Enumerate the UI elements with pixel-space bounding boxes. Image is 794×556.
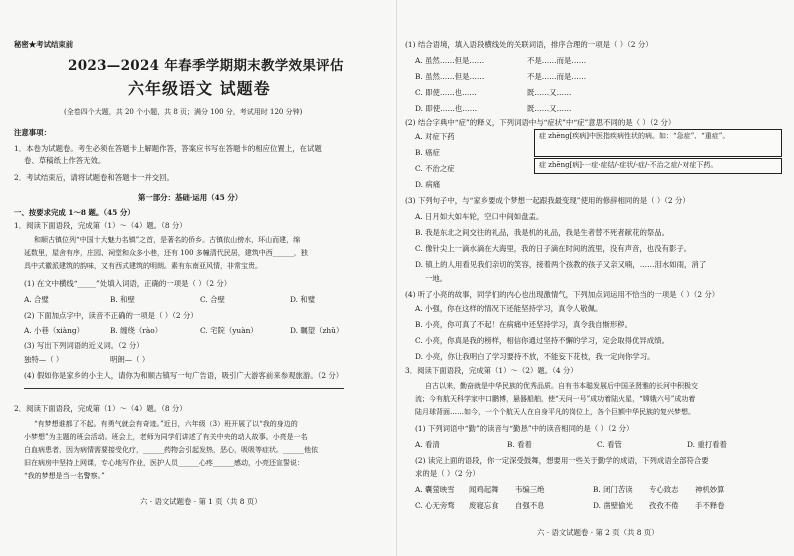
option-d: D. 重打看着 — [687, 440, 727, 449]
passage-1-line: 延数里，屋舍有序，庄园、祠堂和众多小巷，还有 100 多幢清代民居，建筑中西______，独 — [24, 249, 308, 257]
page-2 — [397, 0, 794, 556]
option-d: D. 瞩望（zhǔ） — [290, 326, 344, 335]
option-c-2: 既……又…… — [527, 88, 572, 97]
option-a: A. 小强，你在这样的情况下还能坚持学习，真令人敬佩。 — [415, 304, 603, 313]
option-d: D. 和璧 — [290, 295, 316, 304]
option-d-2: 既……又…… — [527, 104, 572, 113]
option-b: B. 虽然……但是…… — [415, 72, 485, 81]
question-1: 1．阅读下面语段，完成第（1）～（4）题。（8 分） — [14, 221, 187, 230]
option-c: C. 看管 — [597, 440, 622, 449]
option-a-idiom: 韦编三绝 — [515, 485, 545, 494]
question-2-4: (4) 听了小亮的故事，同学们的内心也出现激情气，下列加点词运用不恰当的一项是（ ）（2 分） — [405, 290, 720, 299]
option-b-idiom: 神机妙算 — [695, 485, 725, 494]
option-d: D. 即使……也…… — [415, 104, 478, 113]
option-c: C. 不治之症 — [415, 164, 455, 173]
option-b-2: 不是……而是…… — [527, 72, 587, 81]
page-footer: 六 · 语文试题卷 · 第 2 页（共 8 页） — [537, 528, 659, 537]
option-c: C. 像针尖上一滴水滴在大海里，我的日子滴在时间的流里，没有声音，也没有影子。 — [415, 244, 692, 253]
section-heading: 一、按要求完成 1～8 题。（45 分） — [14, 208, 135, 217]
option-c: C. 合壁 — [200, 295, 225, 304]
passage-3-line: 流；今有航天科学家中口鹏博，悬器船舶，使“天问一号”成功着陆火星，“嫦娥六号”成功着 — [415, 395, 696, 403]
option-b: B. 闭门苦读 — [593, 485, 633, 494]
question-1-2: (2) 下面加点字中，读音不正确的一项是（ ）（2 分） — [24, 311, 198, 320]
question-2-1: (1) 结合语境，填入语段横线处的关联词语，排序合理的一项是（ ）（2 分） — [405, 40, 653, 49]
passage-2-line: 旧在病房中坚持上网课，专心地写作业，医护人员______心疼______感动，小亮还宣誓说： — [24, 459, 304, 467]
notice-1b: 卷、草稿纸上作答无效。 — [24, 156, 106, 165]
dictionary-text: 症 zhèng[疾病]中医指疾病性状的病。如：“急症”、“重症”。 — [539, 132, 730, 140]
option-a-2: 不是……而是…… — [527, 56, 587, 65]
option-d: D. 小亮，你让我明白了学习要持不放，不能妄下花枝，我一定向你学习。 — [415, 352, 655, 361]
option-c: C. 小亮，你真是我的榜样，相信你通过坚持不懈的学习，定会取得优异成绩。 — [415, 336, 669, 345]
option-b: B. 我是东北之间交往的礼品，我是机的礼品，我是生者替不死者献花的祭品。 — [415, 228, 670, 237]
part-heading: 第一部分：基础·运用（45 分） — [138, 193, 243, 202]
option-a: A. 看清 — [415, 440, 440, 449]
passage-1-line: 具中式徽派建筑的韵味，又有西式建筑的明朗。素有东南亚风情，非常宝贵。 — [24, 262, 262, 270]
option-b: B. 看着 — [507, 440, 532, 449]
passage-2-line: “有梦想谁都了不起。有勇气就会有奇迹。”近日，六年级（3）班开展了以“我的身边的 — [34, 420, 298, 428]
exam-subtitle: 六年级语文 试题卷 — [128, 79, 271, 98]
option-b: B. 小亮，你可真了不起！在病痛中还坚持学习，真令我自惭形秽。 — [415, 320, 633, 329]
question-3-1: (1) 下列词语中“勤”的读音与“勤恳”中的读音相同的是（ ）（2 分） — [415, 424, 634, 433]
question-2: 2．阅读下面语段，完成第（1）～（4）题。（8 分） — [14, 404, 187, 413]
question-2-2: (2) 结合字典中“症”的释义，下列词语中与“症状”中“症”意思不同的是（ ）（2 分） — [405, 118, 676, 127]
option-c-idiom: 废寝忘食 — [469, 501, 499, 510]
dictionary-entry-1 — [534, 129, 782, 157]
option-c: C. 心无旁骛 — [415, 501, 455, 510]
question-2-3: (3) 下列句子中，与“家乡要成个梦想一起跟我最变现”使用的修辞相同的是（ ）（2 分） — [405, 196, 690, 205]
question-1-4: (4) 假如你是家乡的小主人，请你为和顺古镇写一句广告语，吸引广大游客前来参观旅游。（2 分） — [24, 371, 344, 380]
passage-1-line: 和顺古镇位列“中国十大魅力名镇”之首，是著名的侨乡。古镇依山傍水，环山而建，绵 — [34, 236, 301, 244]
option-b-idiom: 专心致志 — [649, 485, 679, 494]
dictionary-entry-2 — [534, 158, 782, 174]
passage-3-line: 自古以来，勤奋就是中华民族的优秀品质。自有书本聪发展后中国圣贤雅的长河中积极交 — [425, 382, 698, 390]
option-b: B. 缠绕（rào） — [110, 326, 163, 335]
synonym-2: 明朗—（ ） — [110, 355, 150, 364]
option-d-idiom: 孜孜不倦 — [649, 501, 679, 510]
question-3-2-cont: 求的是（ ）（2 分） — [415, 469, 480, 478]
option-a: A. 囊萤映雪 — [415, 485, 455, 494]
option-a: A. 日月如大如车轮，空口中间如盘盂。 — [415, 212, 544, 221]
option-c: C. 宅院（yuàn） — [200, 326, 258, 335]
option-a: A. 对症下药 — [415, 132, 455, 141]
passage-3-line: 陆月球背面……如今，一个个航天人在自身平凡的岗位上，各个巨额中华民族的复兴梦想。 — [415, 408, 695, 416]
synonym-1: 独特—（ ） — [24, 355, 64, 364]
page-footer: 六 · 语文试题卷 · 第 1 页（共 8 页） — [140, 497, 262, 506]
option-c: C. 即使……也…… — [415, 88, 477, 97]
passage-2-line: 白血病患者，因为病情需要接受化疗，______药物会引起发热，恶心，吸吸等症状。______他依 — [24, 446, 318, 454]
notice-heading: 注意事项： — [14, 128, 51, 137]
option-d: D. 病痛 — [415, 180, 441, 189]
answer-line — [24, 388, 344, 389]
option-a: A. 小巷（xiàng） — [24, 326, 85, 335]
option-a: A. 虽然……但是…… — [415, 56, 485, 65]
passage-2-line: 小梦想”为主题的班会活动。班会上，老师为同学们讲述了有关中央的动人故事。小亮是一名 — [24, 433, 308, 441]
secret-label: 秘密★考试结束前 — [14, 40, 74, 49]
exam-title: 2023—2024 年春季学期期末教学效果评估 — [68, 58, 344, 74]
option-c-idiom: 自强不息 — [515, 501, 545, 510]
notice-1a: 1．本卷为试题卷。考生必须在答题卡上解题作答，答案应书写在答题卡的相应位置上，在试题 — [14, 144, 322, 153]
option-d-cont: 一地。 — [425, 274, 448, 283]
question-1-1: (1) 在文中横线“_____”处填入词语，正确的一项是（ ）（2 分） — [24, 279, 232, 288]
option-d: D. 镇上的人用看见我们亲切的笑容，接着两个孩教的孩子又亲又喃，……泪水如雨，消了 — [415, 260, 707, 269]
question-3-2: (2) 读完上面的语段，你一定深受鼓舞，想要用一些关于勤学的成语，下列成语全部符合要 — [415, 456, 709, 465]
option-d: D. 凿壁偷光 — [593, 501, 633, 510]
option-b: B. 和壁 — [110, 295, 135, 304]
question-3: 3．阅读下面语段，完成第（1）～（2）题。（4 分） — [405, 366, 578, 375]
option-a: A. 合璧 — [24, 295, 49, 304]
notice-2: 2．考试结束后，请将试题卷和答题卡一并交回。 — [14, 173, 174, 182]
option-b: B. 癌症 — [415, 148, 440, 157]
question-1-3: (3) 写出下列词语的近义词。（2 分） — [24, 341, 144, 350]
option-a-idiom: 闻鸡起舞 — [469, 485, 499, 494]
exam-info: (全卷四个大题，共 20 个小题，共 8 页；满分 100 分，考试用时 120 分钟) — [64, 108, 303, 116]
passage-2-line: “我的梦想是当一名警察。” — [24, 472, 105, 480]
option-d-idiom: 手不释卷 — [695, 501, 725, 510]
dictionary-text: 症 zhēng[病]·一症·症结/-症状/-症/-不治之症/-对症下药。 — [539, 161, 718, 169]
